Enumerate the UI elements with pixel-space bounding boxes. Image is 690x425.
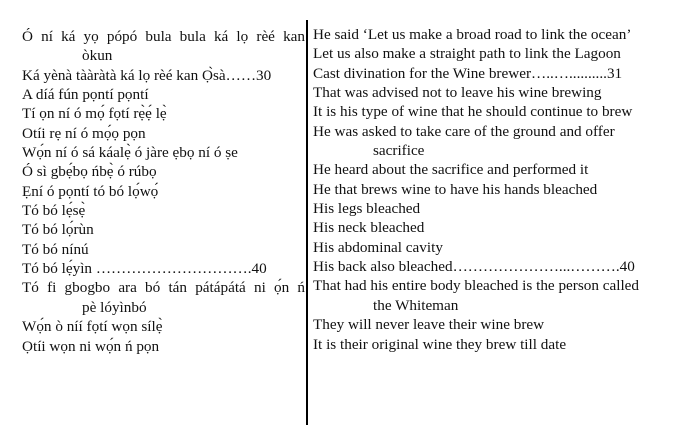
english-verse-line: It is their original wine they brew till date <box>313 335 567 353</box>
yoruba-verse-line: òkun <box>82 47 113 65</box>
yoruba-verse-line: Ká yènà tààràtà ká lọ rèé kan Ọ̀sà……30 <box>22 66 272 84</box>
yoruba-verse-line: Wọ́n ò níí fọtí wọn sílẹ̀ <box>22 318 163 336</box>
yoruba-verse-line: Ó ní ká yọ pópó bula bula ká lọ rèé kan <box>22 28 305 45</box>
english-verse-line: Cast divination for the Wine brewer…..…..........31 <box>313 64 623 82</box>
english-verse-line: That had his entire body bleached is the person called <box>313 277 639 295</box>
yoruba-verse-line: Ó sì gbẹ́bọ ńbẹ̀ ó rúbọ <box>22 163 157 181</box>
english-verse-line: His back also bleached…………………...……….40 <box>313 258 635 276</box>
column-divider <box>306 20 308 425</box>
english-verse-line: Let us also make a straight path to link the Lagoon <box>313 45 621 63</box>
english-verse-line: His neck bleached <box>313 219 425 237</box>
english-verse-line: He heard about the sacrifice and performed it <box>313 161 589 179</box>
english-column <box>313 0 685 425</box>
yoruba-verse-line: Tó fi gbogbo ara bó tán pátápátá ni ọ́n ń <box>22 279 305 297</box>
yoruba-verse-line: Ẹní ó pọntí tó bó lọ́wọ́ <box>22 182 159 200</box>
yoruba-verse-line: Tó bó lẹ́yìn ………………………….40 <box>22 260 267 278</box>
english-verse-line: They will never leave their wine brew <box>313 316 545 334</box>
yoruba-verse-line: Wọ́n ní ó sá káalẹ̀ ó jàre ẹbọ ní ó ṣe <box>22 144 238 162</box>
english-verse-line: That was advised not to leave his wine brewing <box>313 84 602 102</box>
english-verse-line: He was asked to take care of the ground and offer <box>313 122 615 140</box>
english-verse-line: His abdominal cavity <box>313 238 443 256</box>
yoruba-column <box>22 0 305 425</box>
english-verse-line: It is his type of wine that he should continue to brew <box>313 103 633 121</box>
yoruba-verse-line: pè lóyìnbó <box>82 298 147 316</box>
english-verse-line: sacrifice <box>373 142 425 160</box>
yoruba-verse-line: Ọtíi wọn ni wọ́n ń pọn <box>22 337 160 355</box>
english-verse-line: the Whiteman <box>373 296 459 314</box>
english-verse-line: He that brews wine to have his hands bleached <box>313 180 598 198</box>
yoruba-verse-line: Tó bó lẹ́sẹ̀ <box>22 202 86 220</box>
english-verse-line: His legs bleached <box>313 200 421 218</box>
yoruba-verse-line: Tí ọn ní ó mọ́ fọtí rẹ̀ẹ́ lẹ̀ <box>22 105 167 123</box>
yoruba-verse-line: Tó bó lọ́rùn <box>22 221 94 239</box>
yoruba-verse-line: A díá fún pọntí pọntí <box>22 86 149 104</box>
yoruba-verse-line: Tó bó nínú <box>22 240 89 258</box>
english-verse-line: He said ‘Let us make a broad road to link the ocean’ <box>313 26 632 43</box>
yoruba-verse-line: Otíi rẹ ní ó mọ́ọ pọn <box>22 124 146 142</box>
